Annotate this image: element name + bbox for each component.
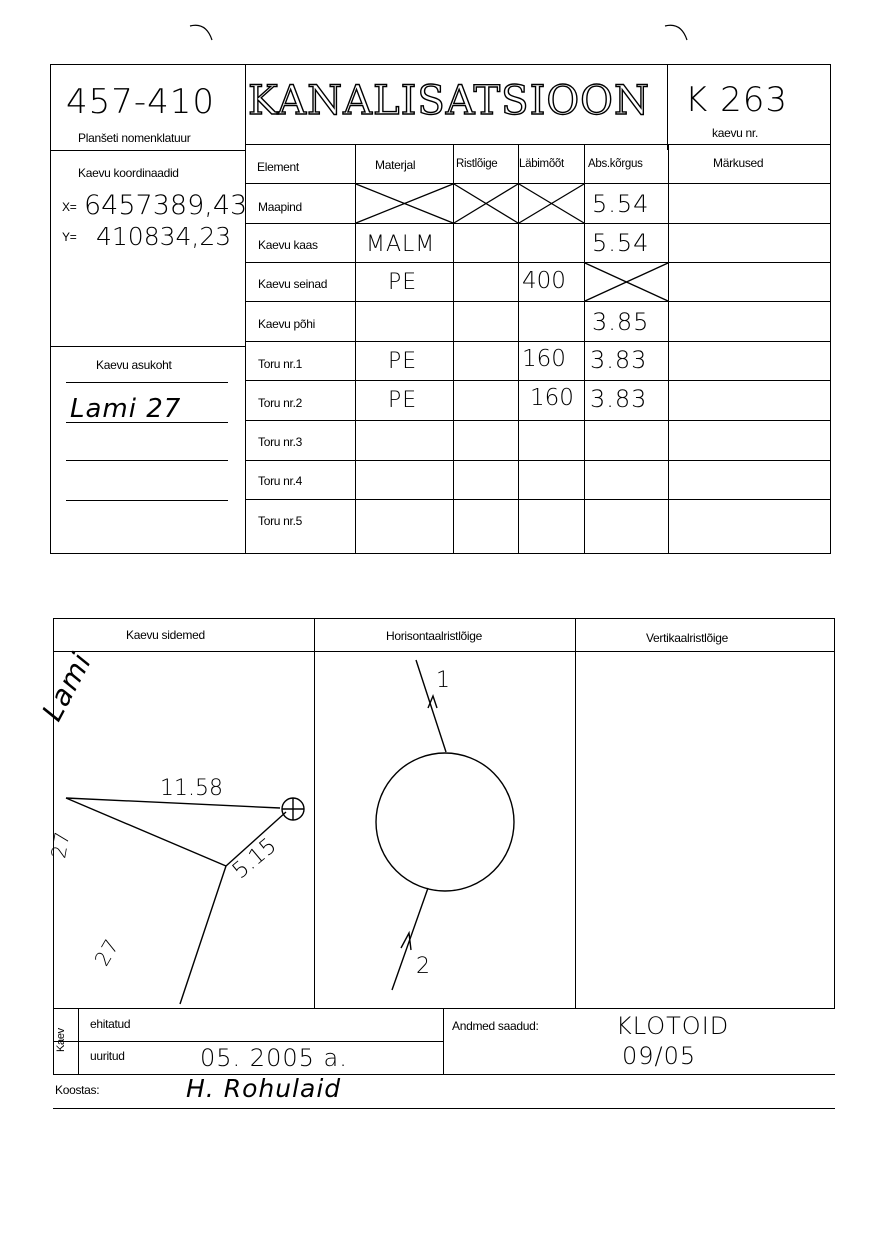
header-element: Element — [257, 160, 299, 174]
house-number-2: 27 — [89, 934, 125, 970]
built-label: ehitatud — [90, 1017, 131, 1031]
row-element-label: Kaevu põhi — [258, 317, 316, 331]
surveyed-value: 05. 2005 a. — [200, 1044, 348, 1072]
x-coordinate-value: 6457389,43 — [84, 190, 248, 221]
row-element-label: Kaevu kaas — [258, 238, 318, 252]
cell-material: MALM — [366, 232, 436, 257]
data-received-value: KLOTOID — [616, 1012, 730, 1040]
panel-title-vertical-section: Vertikaalristlõige — [646, 631, 728, 645]
nomenclature-label: Planšeti nomenklatuur — [78, 131, 191, 145]
row-element-label: Toru nr.4 — [258, 474, 302, 488]
header-section: Ristlõige — [456, 158, 498, 170]
row-element-label: Toru nr.5 — [258, 514, 302, 528]
building-wall — [180, 866, 226, 1004]
header-notes: Märkused — [713, 156, 764, 170]
house-edge — [66, 798, 226, 866]
cell-height: 3.83 — [590, 385, 648, 413]
header-material: Materjal — [375, 158, 416, 172]
surveyed-label: uuritud — [90, 1049, 125, 1063]
x-prefix: X= — [62, 200, 77, 214]
page-title: KANALISATSIOON — [248, 78, 650, 124]
data-received-label: Andmed saadud: — [452, 1019, 539, 1033]
cell-height: 5.54 — [592, 229, 650, 257]
row-element-label: Toru nr.1 — [258, 357, 302, 371]
row-element-label: Maapind — [258, 200, 302, 214]
pipe-1-label: 1 — [436, 668, 451, 693]
well-circle — [376, 753, 514, 891]
row-element-label: Kaevu seinad — [258, 277, 328, 291]
location-label: Kaevu asukoht — [96, 358, 172, 372]
cell-height: 5.54 — [592, 190, 650, 218]
data-received-date: 09/05 — [622, 1042, 697, 1070]
distance-11-58: 11.58 — [160, 776, 223, 801]
author-label: Koostas: — [55, 1083, 100, 1097]
row-element-label: Toru nr.2 — [258, 396, 302, 410]
distance-5-15: 5.15 — [227, 833, 282, 885]
row-element-label: Toru nr.3 — [258, 435, 302, 449]
cell-diameter: 160 — [530, 385, 574, 411]
house-number-1: 27 — [46, 828, 75, 861]
pipe-2-arrow — [401, 933, 411, 950]
cell-diameter: 160 — [522, 346, 566, 372]
location-value: Lami 27 — [70, 394, 182, 424]
street-label: Lami — [35, 647, 99, 727]
coordinates-label: Kaevu koordinaadid — [78, 166, 179, 180]
cell-height: 3.85 — [592, 308, 650, 336]
cell-diameter: 400 — [522, 268, 566, 294]
y-coordinate-value: 410834,23 — [96, 222, 232, 251]
cell-height: 3.83 — [590, 346, 648, 374]
well-number-label: kaevu nr. — [712, 126, 758, 140]
header-diameter: Läbimõõt — [519, 158, 564, 170]
cell-material: PE — [388, 270, 418, 295]
header-height: Abs.kõrgus — [588, 158, 643, 170]
nomenclature-value: 457-410 — [66, 82, 216, 122]
cell-material: PE — [388, 388, 418, 413]
author-value: H. Rohulaid — [186, 1074, 342, 1103]
panel-title-horizontal-section: Horisontaalristlõige — [386, 629, 483, 643]
y-prefix: Y= — [62, 230, 77, 244]
cell-material: PE — [388, 349, 418, 374]
well-number-value: K 263 — [685, 80, 788, 120]
pipe-2-label: 2 — [416, 954, 431, 979]
panel-title-well-ties: Kaevu sidemed — [126, 628, 205, 642]
well-side-label: Kaev — [55, 1028, 67, 1052]
